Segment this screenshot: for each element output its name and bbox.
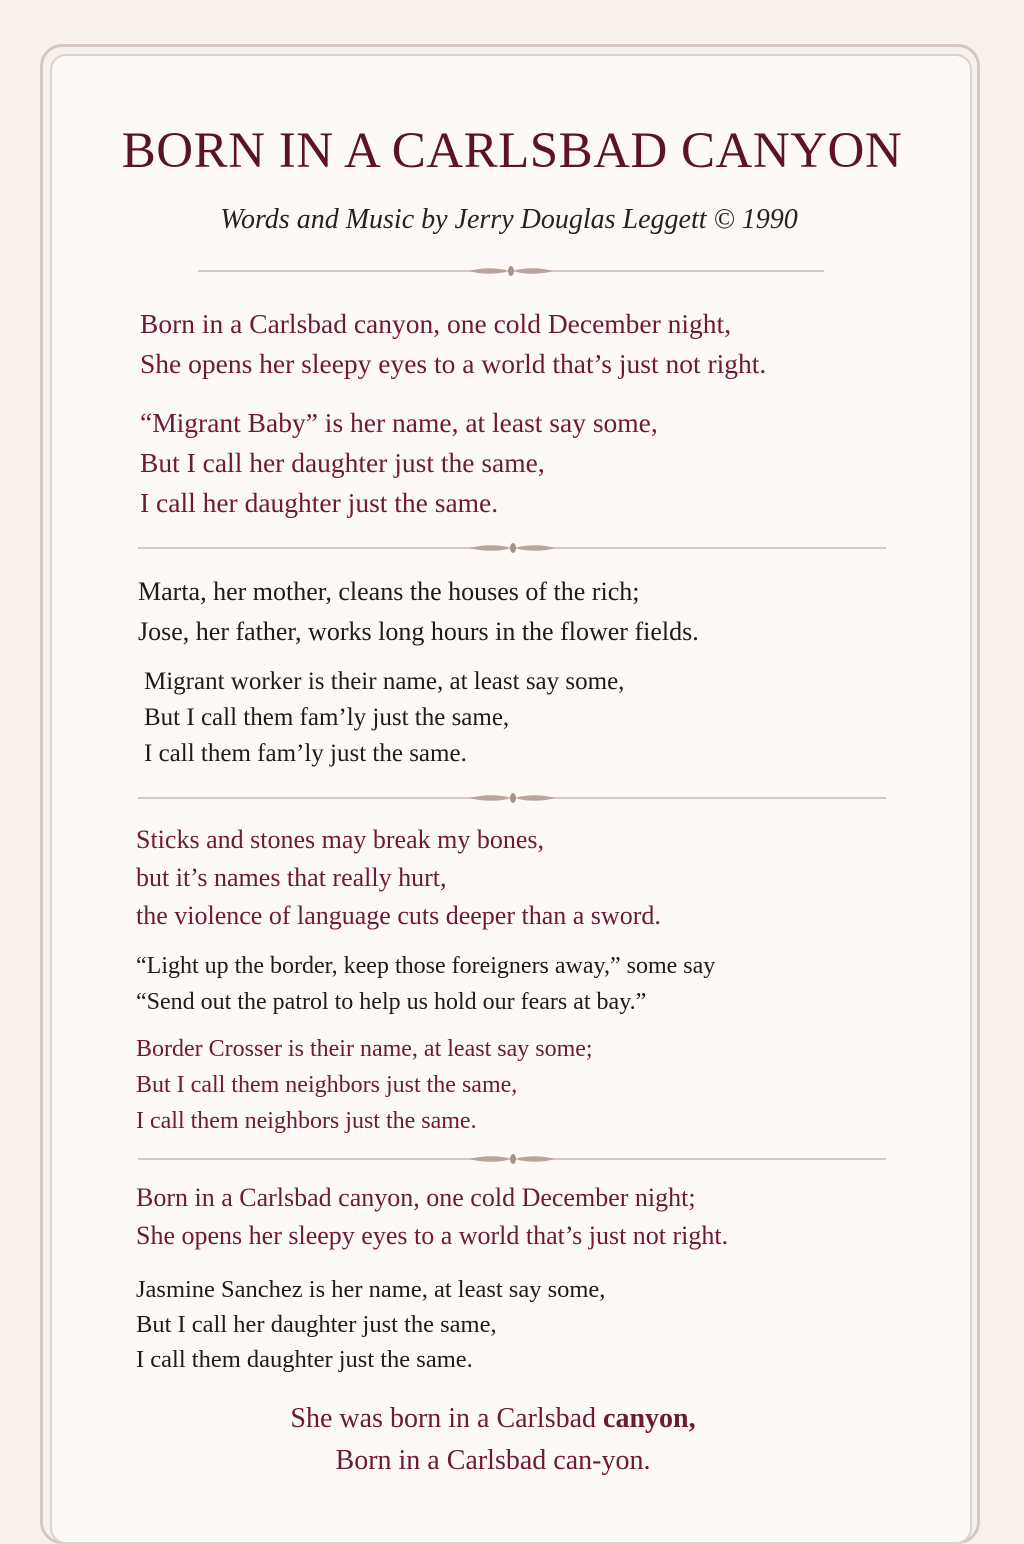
lyric-line: Migrant worker is their name, at least say some, — [144, 668, 625, 695]
ornament-divider — [138, 791, 886, 805]
ornament-divider — [198, 264, 824, 278]
closing-line-1 — [0, 1398, 986, 1440]
closing-line-1-text: She was born in a Carlsbad — [290, 1403, 604, 1434]
stanza-5 — [136, 821, 661, 935]
lyric-line: I call them neighbors just the same. — [136, 1108, 477, 1134]
closing-line-2: Born in a Carlsbad can-yon. — [335, 1445, 651, 1476]
song-title: BORN IN A CARLSBAD CANYON — [121, 123, 903, 179]
lyric-line: But I call her daughter just the same, — [140, 447, 545, 478]
lyric-line: She opens her sleepy eyes to a world that’s just not right. — [136, 1221, 729, 1250]
lyric-line: I call her daughter just the same. — [140, 487, 499, 518]
song-credits: Words and Music by Jerry Douglas Leggett © 1990 — [220, 204, 798, 235]
lyric-line: I call them fam’ly just the same. — [144, 740, 467, 767]
stanza-4 — [144, 664, 624, 772]
lyric-line: Jasmine Sanchez is her name, at least say some, — [136, 1276, 606, 1303]
lyric-line: “Light up the border, keep those foreigners away,” some say — [136, 953, 716, 979]
lyric-line: “Migrant Baby” is her name, at least say some, — [140, 407, 658, 438]
closing-line-1-emphasis: canyon, — [603, 1403, 696, 1434]
lyric-line: But I call her daughter just the same, — [136, 1311, 497, 1338]
lyric-line: But I call them neighbors just the same, — [136, 1072, 518, 1098]
stanza-7 — [136, 1031, 593, 1139]
stanza-3 — [138, 572, 699, 652]
ornament-divider — [138, 1152, 886, 1166]
lyric-line: I call them daughter just the same. — [136, 1346, 473, 1373]
lyric-line: Marta, her mother, cleans the houses of the rich; — [138, 577, 640, 606]
stanza-8 — [136, 1179, 728, 1255]
lyric-line: the violence of language cuts deeper than a sword. — [136, 901, 661, 930]
lyric-line: Born in a Carlsbad canyon, one cold December night, — [140, 308, 732, 339]
stanza-6 — [136, 948, 715, 1020]
stanza-2 — [140, 403, 658, 523]
lyric-line: “Send out the patrol to help us hold our fears at bay.” — [136, 989, 647, 1015]
lyric-line: She opens her sleepy eyes to a world that’s just not right. — [140, 348, 767, 379]
stanza-1 — [140, 304, 766, 384]
lyric-line: but it’s names that really hurt, — [136, 863, 447, 892]
ornament-divider — [138, 541, 886, 555]
lyric-line: Born in a Carlsbad canyon, one cold December night; — [136, 1183, 696, 1212]
lyric-line: Border Crosser is their name, at least say some; — [136, 1036, 593, 1062]
lyric-line: But I call them fam’ly just the same, — [144, 704, 510, 731]
lyric-line: Sticks and stones may break my bones, — [136, 825, 544, 854]
stanza-9 — [136, 1272, 605, 1377]
lyric-line: Jose, her father, works long hours in the flower fields. — [138, 617, 699, 646]
closing-refrain — [0, 1398, 986, 1482]
